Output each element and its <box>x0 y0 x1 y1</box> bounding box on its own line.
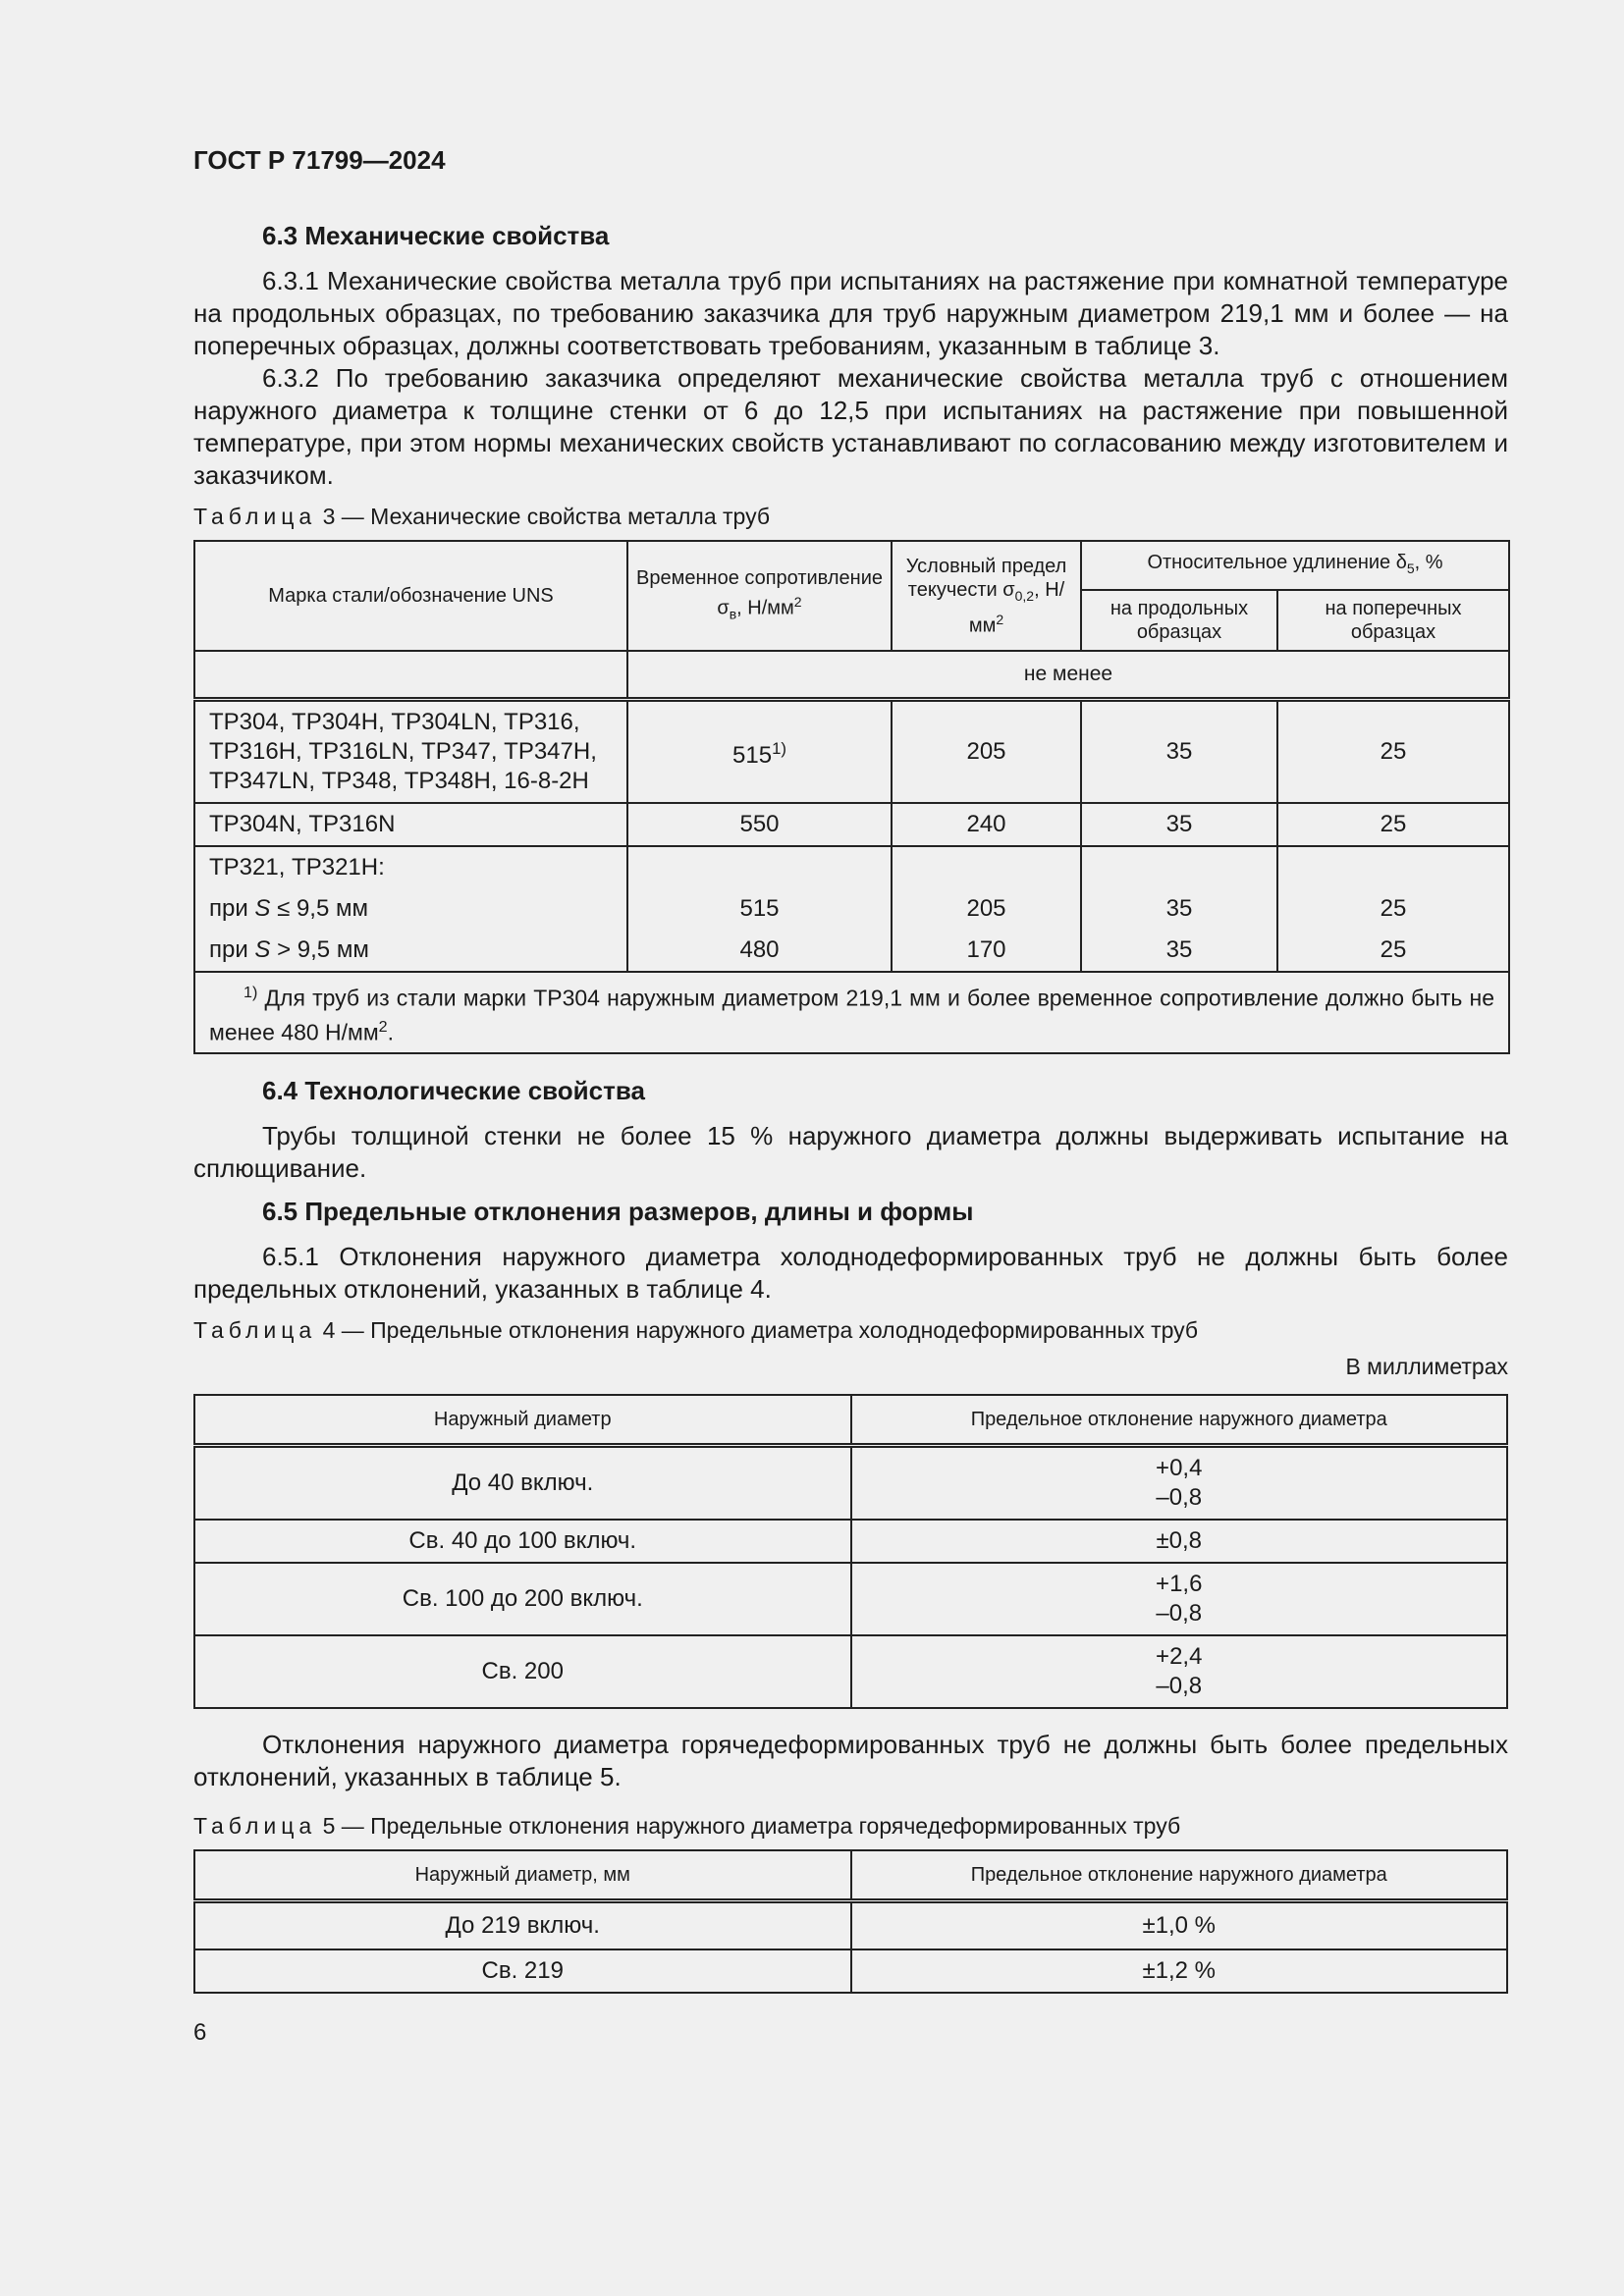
section-6-5-title: 6.5 Предельные отклонения размеров, длины и формы <box>262 1197 974 1227</box>
paragraph-hot-deviations: Отклонения наружного диаметра горячедеформированных труб не должны быть более предельных отклонений, указанных в таблице 5. <box>193 1730 1508 1792</box>
header-elongation: Относительное удлинение $\delta_5$, % <box>1081 541 1509 590</box>
table-row: ТР304, ТР304Н, ТР304LN, ТР316, ТР316Н, ТР316LN, ТР347, ТР347Н, ТР347LN, ТР348, ТР348Н, 16-8-2Н 515$^{1)}$ 205 35 25 <box>194 700 1509 804</box>
table-row: ТР304N, ТР316N 550 240 35 25 <box>194 803 1509 846</box>
header-longitudinal: на продольных образцах <box>1081 590 1277 651</box>
header-steel-grade: Марка стали/обозначение UNS <box>194 541 627 651</box>
table-4-cold-deviations <box>193 1394 1508 1709</box>
paragraph-6-3-2: 6.3.2 По требованию заказчика определяют механические свойства металла труб с отношением наружного диаметра к толщине стенки от 6 до 12,5 при испытаниях на растяжение при повышенной температуре, при этом нормы механических свойств устанавливают по согласованию между изготовителем и заказчиком. <box>193 363 1508 490</box>
table-3-mechanical-properties <box>193 540 1510 1054</box>
header-deviation: Предельное отклонение наружного диаметра <box>851 1395 1508 1446</box>
header-tensile-strength: Временное сопротивление $\sigma_в$, $Н/мм^2$ <box>627 541 892 651</box>
table-row: Св. 100 до 200 включ. +1,6 –0,8 <box>194 1563 1507 1635</box>
document-header: ГОСТ Р 71799—2024 <box>193 145 446 175</box>
table-row: До 40 включ. +0,4 –0,8 <box>194 1446 1507 1521</box>
paragraph-6-5-1: 6.5.1 Отклонения наружного диаметра холоднодеформированных труб не должны быть более предельных отклонений, указанных в таблице 4. <box>193 1242 1508 1305</box>
table-row: Св. 219 ±1,2 % <box>194 1949 1507 1993</box>
header-deviation: Предельное отклонение наружного диаметра <box>851 1850 1508 1901</box>
section-6-3-title: 6.3 Механические свойства <box>262 221 610 250</box>
table-row: при S ≤ 9,5 мм 515 205 35 25 <box>194 888 1509 930</box>
section-6-4-title: 6.4 Технологические свойства <box>262 1076 645 1106</box>
table-5-hot-deviations <box>193 1849 1508 1994</box>
table-row: ТР321, ТР321Н: <box>194 846 1509 888</box>
table-5-caption: Таблица 5 — Предельные отклонения наружного диаметра горячедеформированных труб <box>193 1813 1181 1840</box>
table-4-units: В миллиметрах <box>1345 1354 1508 1380</box>
table-row: при S > 9,5 мм 480 170 35 25 <box>194 930 1509 972</box>
document-page <box>193 145 1508 2047</box>
header-yield-strength: Условный предел текучести $\sigma_{0,2}$, $Н/мм^2$ <box>892 541 1081 651</box>
table-row: До 219 включ. ±1,0 % <box>194 1901 1507 1950</box>
table-row: Св. 40 до 100 включ. ±0,8 <box>194 1520 1507 1563</box>
table-4-caption: Таблица 4 — Предельные отклонения наружного диаметра холоднодеформированных труб <box>193 1317 1199 1344</box>
header-outer-diameter: Наружный диаметр <box>194 1395 851 1446</box>
header-outer-diameter-mm: Наружный диаметр, мм <box>194 1850 851 1901</box>
table-3-footnote: $^{1)}$ Для труб из стали марки ТР304 наружным диаметром 219,1 мм и более временное сопротивление должно быть не менее 480 $Н/мм^2$. <box>194 972 1509 1053</box>
page-number: 6 <box>193 2019 207 2047</box>
table-3-caption: Таблица 3 — Механические свойства металла труб <box>193 504 771 529</box>
header-not-less: не менее <box>627 651 1509 700</box>
header-transverse: на поперечных образцах <box>1277 590 1509 651</box>
table-row: Св. 200 +2,4 –0,8 <box>194 1635 1507 1708</box>
paragraph-6-3-1: 6.3.1 Механические свойства металла труб при испытаниях на растяжение при комнатной температуре на продольных образцах, по требованию заказчика для труб наружным диаметром 219,1 мм и более — на поперечных образцах, должны соответствовать требованиям, указанным в таблице 3. <box>193 266 1508 360</box>
paragraph-6-4: Трубы толщиной стенки не более 15 % наружного диаметра должны выдерживать испытание на сплющивание. <box>193 1121 1508 1184</box>
